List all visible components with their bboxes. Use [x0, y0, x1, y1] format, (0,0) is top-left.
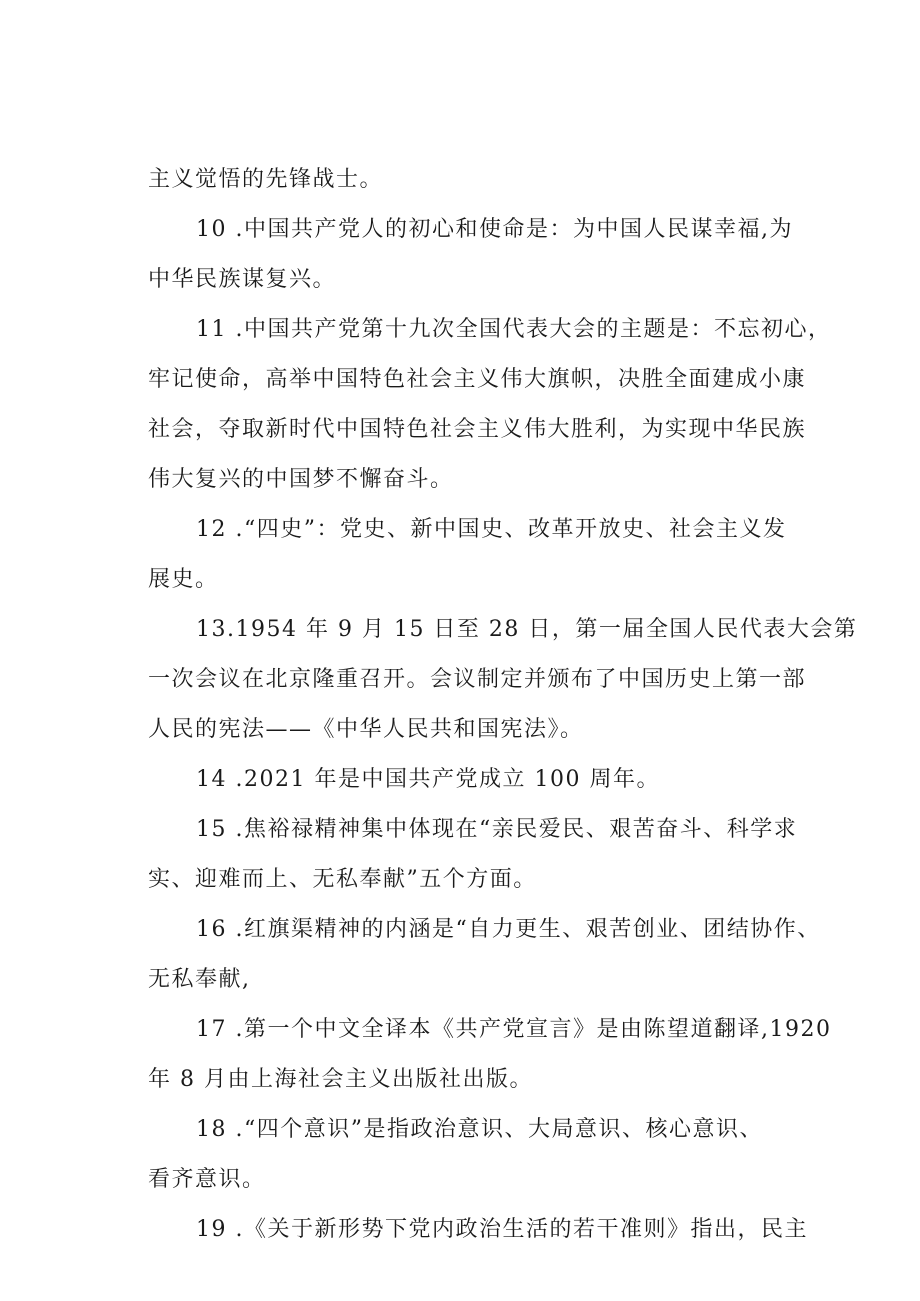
item-19-line-1: 19 .《关于新形势下党内政治生活的若干准则》指出，民主: [196, 1217, 808, 1242]
item-18-line-2: 看齐意识。: [148, 1167, 266, 1192]
item-17-line-1: 17 .第一个中文全译本《共产党宣言》是由陈望道翻译,1920: [196, 1017, 832, 1042]
item-12-line-1: 12 .“四史”：党史、新中国史、改革开放史、社会主义发: [196, 517, 787, 542]
item-13-line-1: 13.1954 年 9 月 15 日至 28 日，第一届全国人民代表大会第: [196, 617, 858, 642]
item-17-line-2: 年 8 月由上海社会主义出版社出版。: [148, 1067, 533, 1092]
item-13-line-3: 人民的宪法——《中华人民共和国宪法》。: [148, 717, 584, 742]
item-11-line-3: 社会，夺取新时代中国特色社会主义伟大胜利，为实现中华民族: [148, 417, 807, 442]
item-12-line-2: 展史。: [148, 567, 219, 592]
item-15-line-1: 15 .焦裕禄精神集中体现在“亲民爱民、艰苦奋斗、科学求: [196, 817, 798, 842]
item-11-line-4: 伟大复兴的中国梦不懈奋斗。: [148, 467, 454, 492]
item-16-line-2: 无私奉献,: [148, 967, 251, 992]
item-11-line-1: 11 .中国共产党第十九次全国代表大会的主题是：不忘初心，: [196, 317, 832, 342]
item-15-line-2: 实、迎难而上、无私奉献”五个方面。: [148, 867, 537, 892]
item-10-line-2: 中华民族谋复兴。: [148, 267, 337, 292]
item-11-line-2: 牢记使命，高举中国特色社会主义伟大旗帜，决胜全面建成小康: [148, 367, 807, 392]
item-10-line-1: 10 .中国共产党人的初心和使命是：为中国人民谋幸福,为: [196, 217, 793, 242]
item-14-line-1: 14 .2021 年是中国共产党成立 100 周年。: [196, 767, 660, 792]
document-body: [148, 155, 858, 1255]
text-line: 主义觉悟的先锋战士。: [148, 167, 384, 192]
item-13-line-2: 一次会议在北京隆重召开。会议制定并颁布了中国历史上第一部: [148, 667, 807, 692]
item-16-line-1: 16 .红旗渠精神的内涵是“自力更生、艰苦创业、团结协作、: [196, 917, 821, 942]
item-18-line-1: 18 .“四个意识”是指政治意识、大局意识、核心意识、: [196, 1117, 763, 1142]
